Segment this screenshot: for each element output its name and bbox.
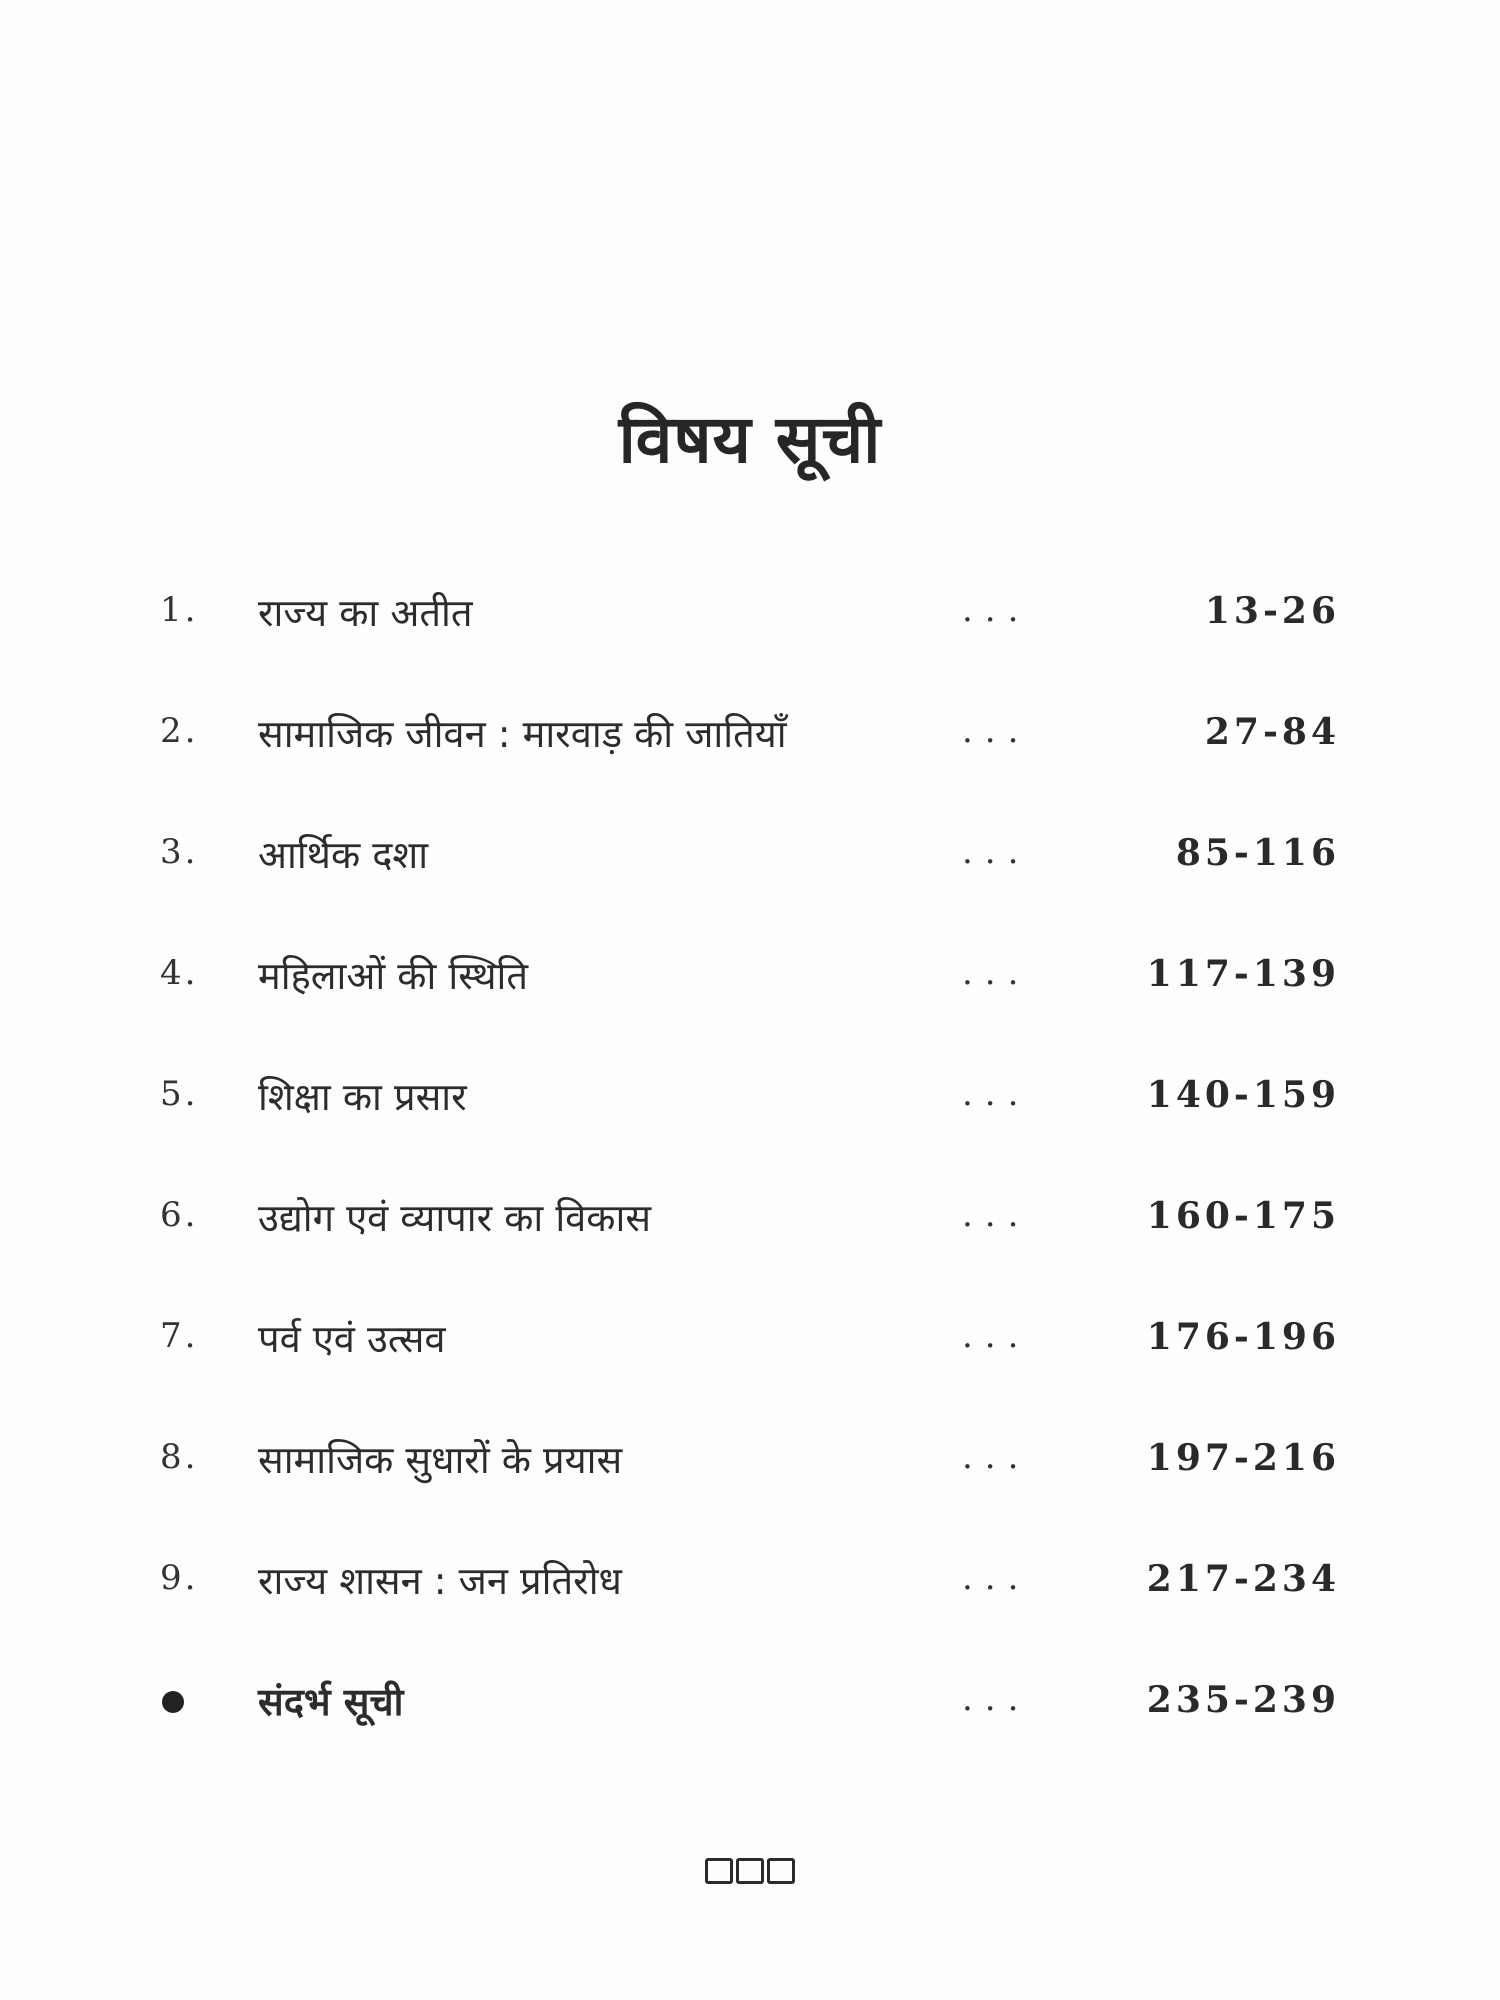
toc-entry-title: राज्य शासन : जन प्रतिरोध xyxy=(258,1559,622,1603)
toc-entry-pages: 13-26 xyxy=(1204,590,1340,632)
toc-entry-number: 9. xyxy=(160,1558,199,1598)
toc-entry-leader: ... xyxy=(962,832,1031,872)
toc-entry-bibliography[interactable] xyxy=(0,1679,1500,1800)
toc-entry-pages: 197-216 xyxy=(1146,1437,1340,1479)
toc-entry-leader: ... xyxy=(962,1074,1031,1114)
toc-entry[interactable] xyxy=(0,1074,1500,1195)
toc-entry-number: 6. xyxy=(160,1195,199,1235)
toc-entry[interactable] xyxy=(0,1437,1500,1558)
toc-entry[interactable] xyxy=(0,711,1500,832)
page-title: विषय सूची xyxy=(618,401,882,478)
toc-entry-title: उद्योग एवं व्यापार का विकास xyxy=(258,1196,652,1240)
toc-entry-leader: ... xyxy=(962,953,1031,993)
toc-entry-leader: ... xyxy=(962,711,1031,751)
toc-entry-pages: 140-159 xyxy=(1146,1074,1340,1116)
toc-entry-pages: 27-84 xyxy=(1204,711,1340,753)
toc-entry-pages: 160-175 xyxy=(1146,1195,1340,1237)
table-of-contents xyxy=(0,590,1500,1800)
toc-entry-leader: ... xyxy=(962,1316,1031,1356)
toc-entry-title: सामाजिक सुधारों के प्रयास xyxy=(258,1438,623,1482)
box-icon xyxy=(767,1858,795,1884)
toc-entry-pages: 176-196 xyxy=(1146,1316,1340,1358)
toc-entry-leader: ... xyxy=(962,1437,1031,1477)
toc-entry-title: महिलाओं की स्थिति xyxy=(258,954,529,998)
toc-entry-pages: 85-116 xyxy=(1175,832,1340,874)
toc-entry-title: संदर्भ सूची xyxy=(258,1680,404,1724)
toc-entry-number: 3. xyxy=(160,832,199,872)
toc-entry-pages: 117-139 xyxy=(1146,953,1340,995)
toc-entry-number: 2. xyxy=(160,711,199,751)
toc-entry[interactable] xyxy=(0,1316,1500,1437)
toc-entry-title: आर्थिक दशा xyxy=(258,833,429,877)
box-icon xyxy=(705,1858,733,1884)
toc-entry-title: शिक्षा का प्रसार xyxy=(258,1075,467,1119)
toc-entry-number: 5. xyxy=(160,1074,199,1114)
toc-entry-number: 7. xyxy=(160,1316,199,1356)
toc-entry-leader: ... xyxy=(962,590,1031,630)
end-boxes-icon xyxy=(705,1858,795,1884)
toc-entry-pages: 217-234 xyxy=(1146,1558,1340,1600)
toc-entry-number: 4. xyxy=(160,953,199,993)
toc-entry-pages: 235-239 xyxy=(1146,1679,1340,1721)
toc-entry[interactable] xyxy=(0,1195,1500,1316)
toc-entry-leader: ... xyxy=(962,1679,1031,1719)
box-icon xyxy=(736,1858,764,1884)
toc-entry-title: सामाजिक जीवन : मारवाड़ की जातियाँ xyxy=(258,712,787,756)
toc-entry-number: 1. xyxy=(160,590,199,630)
toc-entry-leader: ... xyxy=(962,1558,1031,1598)
toc-entry[interactable] xyxy=(0,1558,1500,1679)
toc-entry[interactable] xyxy=(0,590,1500,711)
bullet-icon xyxy=(162,1691,184,1713)
toc-entry-title: राज्य का अतीत xyxy=(258,591,473,635)
toc-entry-leader: ... xyxy=(962,1195,1031,1235)
end-ornament xyxy=(0,1858,1500,1888)
toc-entry[interactable] xyxy=(0,832,1500,953)
toc-entry[interactable] xyxy=(0,953,1500,1074)
toc-entry-number: 8. xyxy=(160,1437,199,1477)
toc-entry-title: पर्व एवं उत्सव xyxy=(258,1317,446,1361)
